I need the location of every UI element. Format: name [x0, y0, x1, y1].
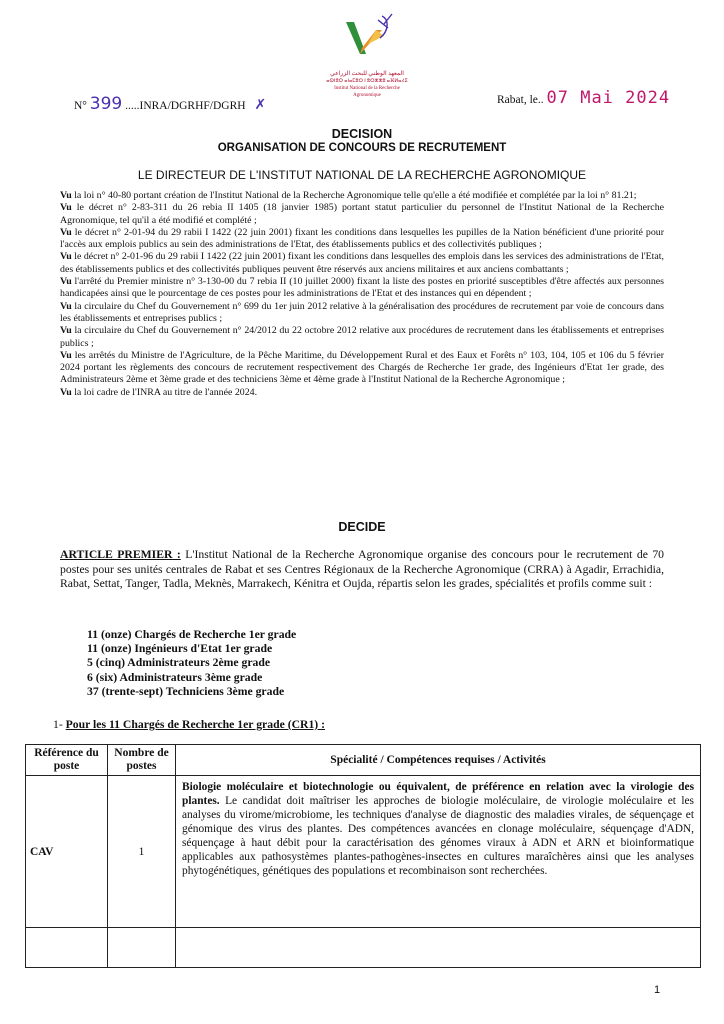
- cell-description: [176, 776, 701, 928]
- ink-mark-icon: ✗: [254, 97, 267, 113]
- date-prefix: Rabat, le: [497, 94, 538, 106]
- logo-latin-text: Institut National de la Recherche Agronomique: [334, 86, 400, 98]
- date-stamp: 07 Mai 2024: [546, 88, 671, 108]
- grade-item: 37 (trente-sept) Techniciens 3ème grade: [87, 684, 285, 698]
- section-title: Pour les 11 Chargés de Recherche 1er grade (CR1) :: [65, 718, 326, 731]
- cell-empty: [176, 928, 701, 968]
- positions-table: [25, 744, 701, 968]
- section-number: 1-: [53, 718, 63, 731]
- vu-list: [60, 190, 664, 399]
- article-label: ARTICLE PREMIER :: [60, 548, 181, 561]
- ref-handwritten-number: 399: [89, 94, 123, 114]
- header-reference: Référence du poste: [26, 745, 108, 776]
- header-specialty: Spécialité / Compétences requises / Activités: [176, 745, 701, 776]
- specialty-text: Le candidat doit maîtriser les approches de biologie moléculaire, de virologie moléculaire et les analyses du virome/microbiome, les techniques d'analyse de diagnostic des maladies virales, de séquençage et génomique des virus des plantes. Des compétences avancées en clonage moléculaire, séquençage d'ADN, séquençage à haut débit pour la caractérisation des génomes viraux à ADN et ARN et bioinformatique applicables aux pathosystèmes plantes-pathogènes-insectes en cultures maraîchères ainsi que les analyses phytogénétiques, génétiques des populations et recombinaison sont recherchées.: [182, 795, 694, 877]
- cell-empty: [108, 928, 176, 968]
- vu-item: Vu les arrêtés du Ministre de l'Agriculture, de la Pêche Maritime, du Développement Rural et des Eaux et Forêts n° 103, 104, 105 et 106 du 5 février 2024 portant les règlements des concours de recrutement respectivement des Chargés de Recherche 1er grade, des Ingénieurs d'Etat 1er grade, des Administrateurs 2ème et 3ème grade et des techniciens 3ème et 4ème grade à l'Institut National de la Recherche Agronomique ;: [60, 349, 664, 386]
- inra-logo: [322, 10, 412, 105]
- inra-emblem-icon: [332, 10, 402, 68]
- section-heading: [53, 718, 325, 731]
- table-row: [26, 776, 701, 928]
- decision-subtitle: ORGANISATION DE CONCOURS DE RECRUTEMENT: [217, 142, 507, 154]
- vu-item: Vu le décret n° 2-01-94 du 29 rabii I 1422 (22 juin 2001) fixant les conditions dans lesquelles les pupilles de la Nation bénéficient d'une priorité pour l'accès aux emplois publics au sein des administrations de l'Etat, des établissements publics et des collectivités publiques ;: [60, 226, 664, 251]
- article-premier: [60, 548, 664, 592]
- cell-reference: CAV: [26, 776, 108, 928]
- logo-tifinagh-text: ⴰⵙⵏⵓⵔ ⴰⵏⴰⵎⵓⵔ ⵏ ⵓⵔⵣⵣⵓ ⴰⴼⵍⴰⵃⵉ: [326, 79, 408, 84]
- grade-item: 11 (onze) Ingénieurs d'Etat 1er grade: [87, 642, 273, 656]
- article-text: L'Institut National de la Recherche Agronomique organise des concours pour le recrutement de 70 postes pour ses unités centrales de Rabat et ses Centres Régionaux de la Recherche Agronomique (CRRA) à Agadir, Errachidia, Rabat, Settat, Tanger, Tadla, Meknès, Marrakech, Kénitra et Oujda, répartis selon les grades, spécialités et profils comme suit :: [60, 548, 665, 591]
- cell-count: 1: [108, 776, 176, 928]
- ref-suffix: .....INRA/DGRHF/DGRH: [125, 100, 246, 112]
- grade-item: 6 (six) Administrateurs 3ème grade: [87, 670, 263, 684]
- reference-number: [74, 94, 266, 114]
- vu-item: Vu la loi n° 40-80 portant création de l'Institut National de la Recherche Agronomique telle qu'elle a été modifiée et complétée par la loi n° 81.21;: [60, 190, 637, 201]
- vu-item: Vu la circulaire du Chef du Gouvernement n° 699 du 1er juin 2012 relative à la généralisation des procédures de recrutement par voie de concours dans les établissements et entreprises publics ;: [60, 300, 665, 324]
- logo-arabic-text: المعهد الوطني للبحث الزراعي: [330, 71, 404, 77]
- page-number: 1: [654, 984, 661, 996]
- header-count: Nombre de postes: [108, 745, 176, 776]
- grades-list: [87, 628, 296, 699]
- vu-item: Vu le décret n° 2-01-96 du 29 rabii I 1422 (22 juin 2001) fixant les conditions dans lesquelles des emplois dans les services des administrations de l'Etat, des établissements publics et des collectivités publiques peuvent être réservés aux anciens militaires et aux anciens combattants ;: [60, 251, 665, 275]
- date-line: Rabat, le.. 07 Mai 2024: [497, 88, 671, 108]
- ref-prefix: N°: [74, 100, 87, 112]
- specialty-title: Biologie moléculaire et biotechnologie ou équivalent, de préférence en relation avec la virologie des plantes.: [182, 781, 694, 807]
- table-row-empty: [26, 928, 701, 968]
- decision-title: DECISION: [331, 127, 393, 141]
- grade-item: 5 (cinq) Administrateurs 2ème grade: [87, 656, 271, 670]
- vu-item: Vu la loi cadre de l'INRA au titre de l'année 2024.: [60, 386, 258, 398]
- vu-item: Vu la circulaire du Chef du Gouvernement n° 24/2012 du 22 octobre 2012 relative aux procédures de recrutement dans les établissements et entreprises publics ;: [60, 325, 664, 349]
- grade-item: 11 (onze) Chargés de Recherche 1er grade: [87, 628, 297, 641]
- decide-heading: DECIDE: [338, 520, 386, 534]
- vu-item: Vu le décret n° 2-83-311 du 26 rebia II 1405 (18 janvier 1985) portant statut particulier du personnel de l'Institut National de la Recherche Agronomique, tel qu'il a été modifié et complété ;: [60, 202, 665, 226]
- cell-empty: [26, 928, 108, 968]
- table-header-row: [26, 745, 701, 776]
- director-heading: LE DIRECTEUR DE L'INSTITUT NATIONAL DE LA RECHERCHE AGRONOMIQUE: [137, 168, 587, 182]
- vu-item: Vu l'arrêté du Premier ministre n° 3-130-00 du 7 rebia II (10 juillet 2000) fixant la liste des postes en priorité susceptibles d'être affectés aux personnes handicapées ainsi que le pourcentage de ces postes pour les administrations de l'Etat et des instances qui en dépendent ;: [60, 276, 665, 300]
